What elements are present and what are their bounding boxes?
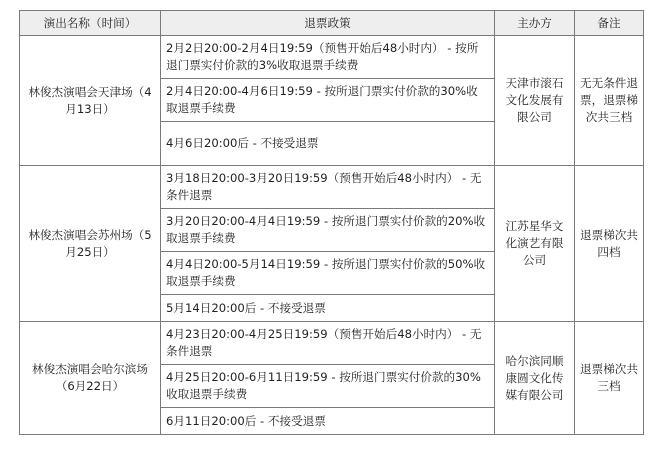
header-refund-policy: 退票政策 bbox=[161, 11, 495, 36]
refund-policy-table-container bbox=[19, 10, 644, 435]
table-row bbox=[20, 36, 644, 166]
policy-item bbox=[161, 322, 494, 365]
policy-cell bbox=[161, 322, 495, 435]
policy-text: 3月18日20:00-3月20日19:59（预售开始后48小时内） - 无条件退票 bbox=[166, 171, 482, 202]
policy-cell bbox=[161, 166, 495, 322]
policy-text: 2月4日20:00-4月6日19:59 - 按所退门票实付价款的30%收取退票手续费 bbox=[166, 84, 478, 115]
refund-policy-table bbox=[19, 10, 644, 435]
organizer-cell: 天津市滚石文化发展有限公司 bbox=[495, 36, 575, 166]
header-note: 备注 bbox=[575, 11, 644, 36]
note-cell: 退票梯次共三档 bbox=[575, 322, 644, 435]
policy-item bbox=[161, 79, 494, 122]
policy-text: 2月2日20:00-2月4日19:59（预售开始后48小时内） - 按所退门票实付价款的3%收取退票手续费 bbox=[166, 41, 479, 72]
policy-text: 3月20日20:00-4月4日19:59 - 按所退门票实付价款的20%收取退票手续费 bbox=[166, 214, 486, 245]
show-name-cell: 林俊杰演唱会苏州场（5月25日） bbox=[20, 166, 161, 322]
table-row bbox=[20, 322, 644, 435]
header-show-name: 演出名称（时间） bbox=[20, 11, 161, 36]
note-cell: 退票梯次共四档 bbox=[575, 166, 644, 322]
table-row bbox=[20, 166, 644, 322]
policy-text: 5月14日20:00后 - 不接受退票 bbox=[166, 300, 326, 315]
policy-item bbox=[161, 295, 494, 321]
policy-item bbox=[161, 408, 494, 434]
policy-text: 6月11日20:00后 - 不接受退票 bbox=[166, 413, 326, 428]
show-name-cell: 林俊杰演唱会天津场（4月13日） bbox=[20, 36, 161, 166]
policy-item bbox=[161, 365, 494, 408]
note-cell: 无无条件退票，退票梯次共三档 bbox=[575, 36, 644, 166]
table-header-row bbox=[20, 11, 644, 36]
policy-item bbox=[161, 122, 494, 165]
policy-item bbox=[161, 36, 494, 79]
policy-item bbox=[161, 209, 494, 252]
organizer-cell: 哈尔滨同顺康圆文化传媒有限公司 bbox=[495, 322, 575, 435]
policy-text: 4月23日20:00-4月25日19:59（预售开始后48小时内） - 无条件退票 bbox=[166, 327, 482, 358]
header-organizer: 主办方 bbox=[495, 11, 575, 36]
organizer-cell: 江苏星华文化演艺有限公司 bbox=[495, 166, 575, 322]
show-name-cell: 林俊杰演唱会哈尔滨场（6月22日） bbox=[20, 322, 161, 435]
policy-item bbox=[161, 252, 494, 295]
policy-item bbox=[161, 166, 494, 209]
policy-text: 4月25日20:00-6月11日19:59 - 按所退门票实付价款的30%收取退票手续费 bbox=[166, 370, 481, 401]
policy-text: 4月6日20:00后 - 不接受退票 bbox=[166, 136, 319, 150]
policy-cell bbox=[161, 36, 495, 166]
policy-text: 4月4日20:00-5月14日19:59 - 按所退门票实付价款的50%收取退票手续费 bbox=[166, 257, 486, 288]
